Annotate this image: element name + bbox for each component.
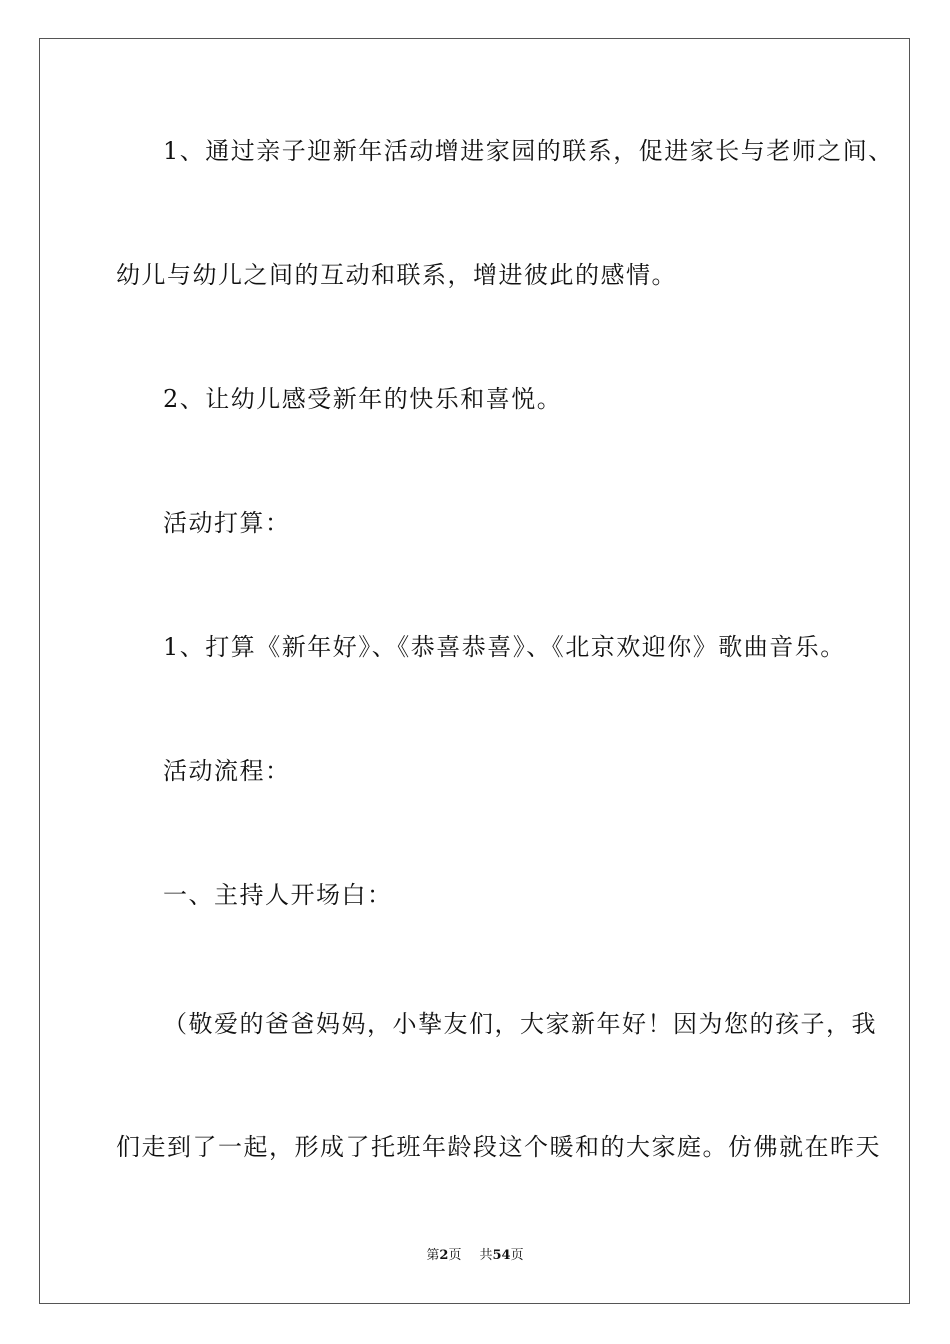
paragraph-line-2: 幼儿与幼儿之间的互动和联系，增进彼此的感情。 [116,261,677,289]
footer-total-suffix: 页 [510,1248,524,1263]
section-heading-process: 活动流程： [163,757,291,785]
paragraph-line-1: 1、通过亲子迎新年活动增进家园的联系，促进家长与老师之间、 [163,137,894,165]
paragraph-line-8: （敬爱的爸爸妈妈，小挚友们，大家新年好！因为您的孩子，我 [163,1010,877,1038]
paragraph-line-9: 们走到了一起，形成了托班年龄段这个暖和的大家庭。仿佛就在昨天 [116,1133,881,1161]
footer-page-current: 2 [439,1248,449,1263]
footer-page-prefix: 第 [426,1248,440,1263]
footer-page-total: 54 [492,1248,511,1263]
section-heading-preparation: 活动打算： [163,509,291,537]
page-border [39,38,910,1304]
footer-total-prefix: 共 [479,1248,493,1263]
footer-page-suffix: 页 [448,1248,462,1263]
paragraph-line-5: 1、打算《新年好》、《恭喜恭喜》、《北京欢迎你》歌曲音乐。 [163,633,846,661]
subsection-heading-opening: 一、主持人开场白： [163,881,393,909]
paragraph-line-3: 2、让幼儿感受新年的快乐和喜悦。 [163,385,563,413]
page-footer [0,1248,950,1264]
